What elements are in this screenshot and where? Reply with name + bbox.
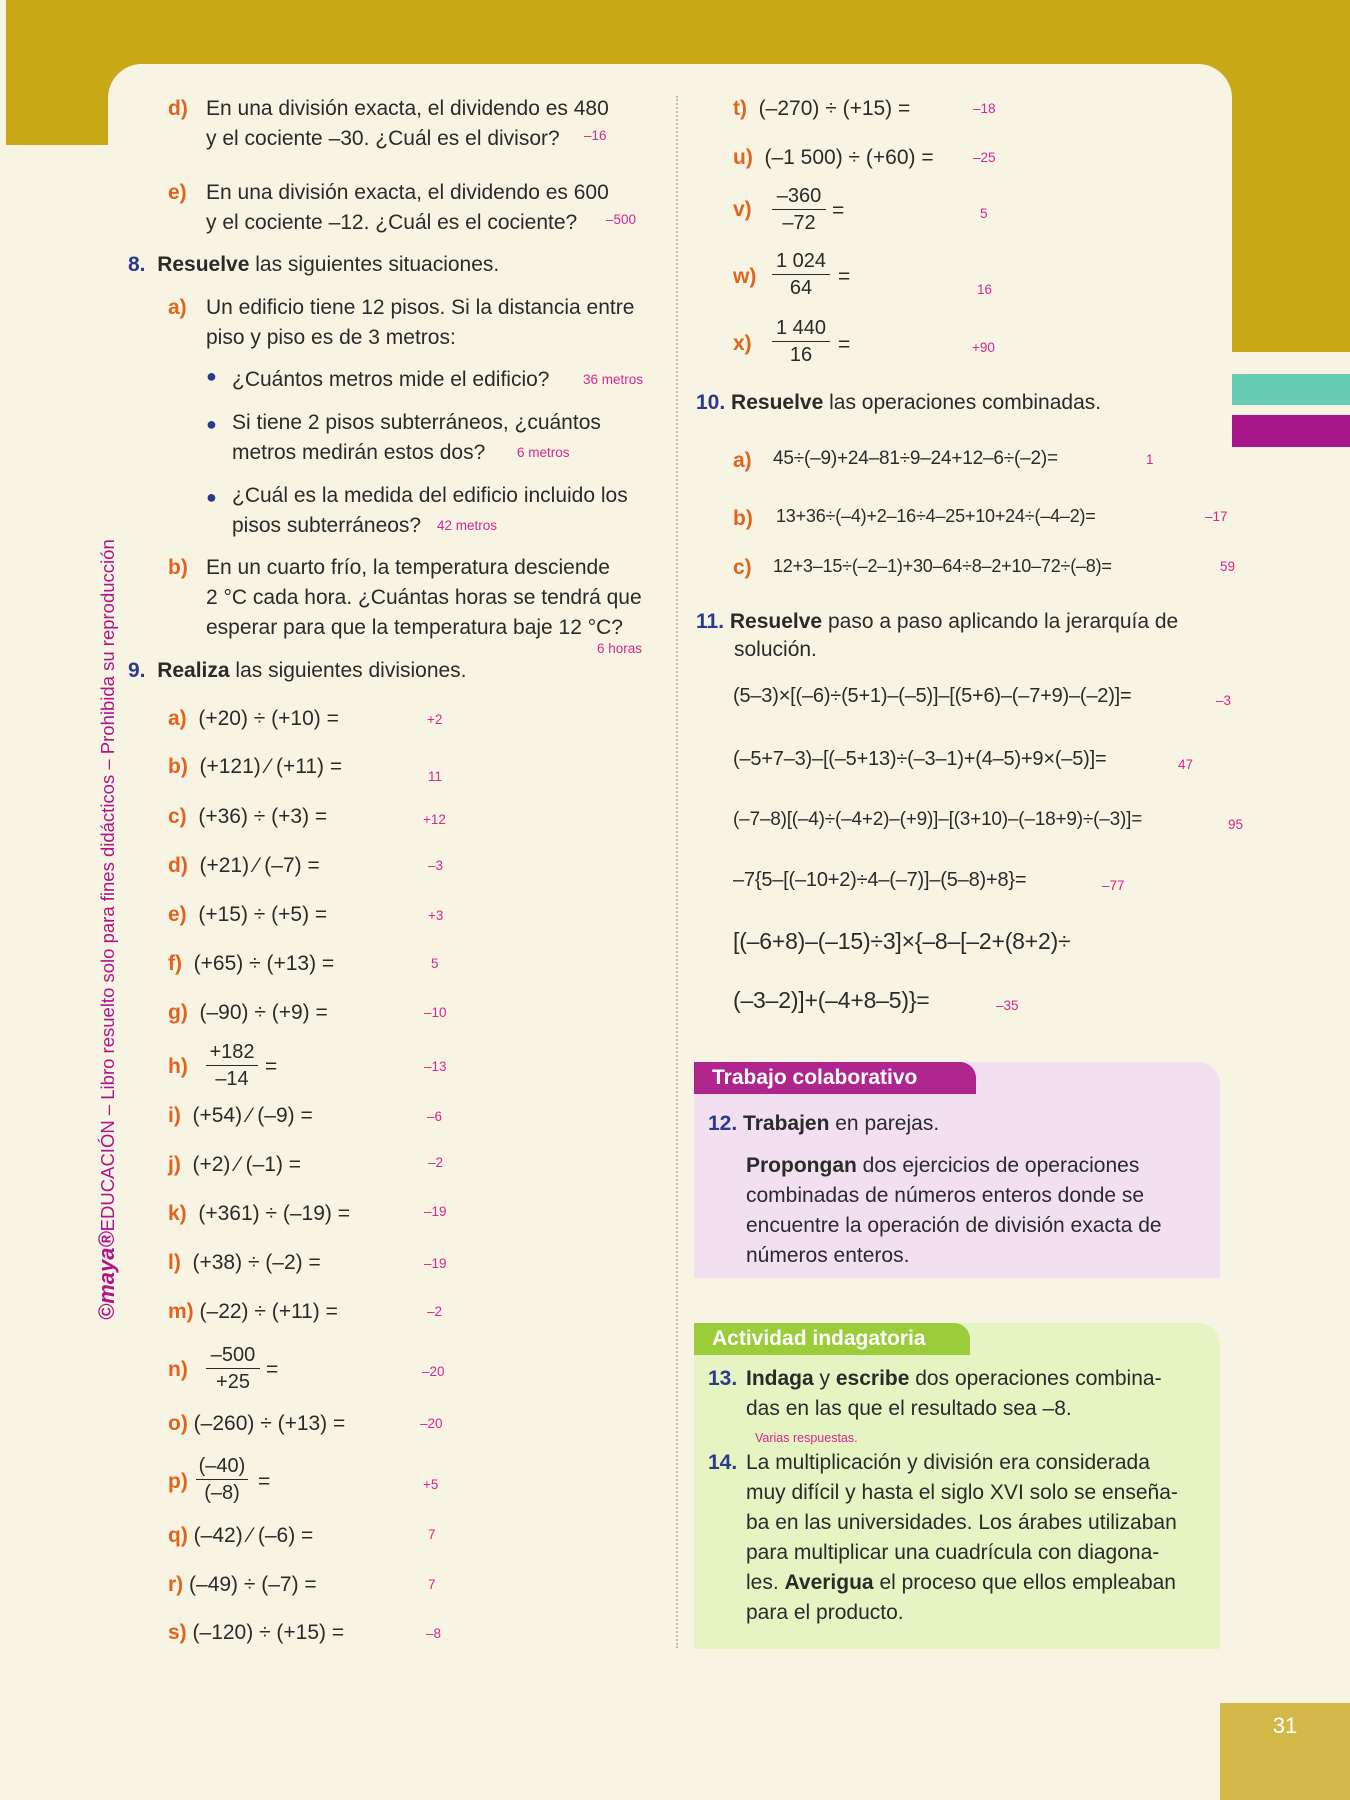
division-item: p) [168, 1470, 188, 1493]
division-item: i) (+54) ⁄ (–9) = [168, 1104, 313, 1127]
page-number-box [1220, 1703, 1350, 1800]
equals-sign: = [838, 333, 851, 356]
item-8b: b) [168, 556, 188, 579]
question-13-text: Indaga y escribe dos operaciones combina- das en las que el resultado sea –8. [746, 1367, 1162, 1420]
division-item: a) (+20) ÷ (+10) = [168, 707, 339, 730]
item-8a-text: Un edificio tiene 12 pisos. Si la distancia entre piso y piso es de 3 metros: [206, 296, 635, 349]
item-8a-bullet1: ¿Cuántos metros mide el edificio? [232, 368, 550, 391]
question-11: 11. Resuelve paso a paso aplicando la jerarquía de [696, 610, 1179, 633]
answer: –17 [1205, 509, 1228, 524]
answer: Varias respuestas. [755, 1431, 858, 1445]
answer: 59 [1220, 559, 1236, 574]
item-e: e) [168, 181, 187, 204]
answer: +5 [423, 1477, 439, 1492]
division-item: j) (+2) ⁄ (–1) = [168, 1153, 302, 1176]
expression: (–7–8)[(–4)÷(–4+2)–(+9)]–[(3+10)–(–18+9)÷(–3)]= [733, 809, 1143, 830]
item-8a: a) [168, 296, 187, 319]
answer: –35 [996, 998, 1019, 1013]
division-item: g) (–90) ÷ (+9) = [168, 1001, 328, 1024]
answer: 36 metros [583, 372, 644, 387]
question-12-text: Propongan dos ejercicios de operaciones combinadas de números enteros donde se encuentre la operación de división exacta de números enteros. [746, 1154, 1162, 1267]
division-item: o) (–260) ÷ (+13) = [168, 1412, 346, 1435]
expression-continued: (–3–2)]+(–4+8–5)}= [733, 987, 930, 1013]
combined-op-item: a) [733, 449, 752, 472]
item-8a-bullet2: Si tiene 2 pisos subterráneos, ¿cuántos metros medirán estos dos? [232, 411, 601, 464]
answer: –3 [428, 858, 444, 873]
division-item: h) [168, 1055, 188, 1078]
answer: –6 [427, 1109, 443, 1124]
expression: [(–6+8)–(–15)÷3]×{–8–[–2+(8+2)÷ [733, 928, 1071, 954]
answer: 6 metros [517, 445, 570, 460]
answer: –19 [424, 1204, 447, 1219]
answer: 7 [428, 1577, 436, 1592]
division-item: n) [168, 1358, 188, 1381]
division-item: d) (+21) ⁄ (–7) = [168, 854, 320, 877]
answer: –13 [424, 1059, 447, 1074]
answer: –3 [1216, 693, 1232, 708]
right-color-band [1232, 0, 1350, 352]
question-13: 13. [708, 1367, 738, 1390]
answer: –16 [584, 128, 607, 143]
item-d-text: En una división exacta, el dividendo es 480 y el cociente –30. ¿Cuál es el divisor? [206, 97, 609, 150]
expression: (5–3)×[(–6)÷(5+1)–(–5)]–[(5+6)–(–7+9)–(–2)]= [733, 685, 1132, 707]
answer: 42 metros [437, 518, 498, 533]
answer: 5 [431, 956, 439, 971]
question-8: 8. Resuelve las siguientes situaciones. [128, 253, 500, 276]
bullet-icon: ● [206, 414, 217, 434]
answer: –2 [428, 1155, 444, 1170]
equals-sign: = [838, 265, 851, 288]
expression: 12+3–15÷(–2–1)+30–64÷8–2+10–72÷(–8)= [773, 556, 1112, 576]
division-item: r) (–49) ÷ (–7) = [168, 1573, 317, 1596]
answer: 95 [1228, 817, 1244, 832]
division-item: m) (–22) ÷ (+11) = [168, 1300, 338, 1323]
fraction: $\frac{-360}{-72}$ [772, 183, 826, 236]
division-item: b) (+121) ⁄ (+11) = [168, 755, 343, 778]
question-9: 9. Realiza las siguientes divisiones. [128, 659, 467, 682]
division-item: u) (–1 500) ÷ (+60) = [733, 146, 934, 169]
answer: +2 [427, 712, 443, 727]
answer: +12 [423, 812, 446, 827]
division-item: l) (+38) ÷ (–2) = [168, 1251, 321, 1274]
question-10: 10. Resuelve las operaciones combinadas. [696, 391, 1102, 414]
answer: –77 [1102, 878, 1125, 893]
equals-sign: = [258, 1470, 271, 1493]
column-divider [676, 96, 678, 1648]
answer: +90 [972, 340, 995, 355]
answer: 1 [1146, 452, 1154, 467]
division-item: f) (+65) ÷ (+13) = [168, 952, 335, 975]
answer: 6 horas [597, 641, 643, 656]
question-14: 14. [708, 1451, 738, 1474]
copyright-side-text: ©maya®EDUCACIÓN – Libro resuelto solo para fines didácticos – Prohibida su reproducción [94, 539, 119, 1320]
division-item: c) (+36) ÷ (+3) = [168, 805, 328, 828]
expression: –7{5–[(–10+2)÷4–(–7)]–(5–8)+8}= [733, 869, 1027, 891]
expression: (–5+7–3)–[(–5+13)÷(–3–1)+(4–5)+9×(–5)]= [733, 748, 1107, 770]
answer: –20 [422, 1364, 445, 1379]
answer: 11 [428, 769, 443, 784]
answer: –25 [973, 150, 996, 165]
fraction: $\frac{1 440}{16}$ [772, 315, 830, 368]
brand-logo: ©maya® [94, 1231, 119, 1320]
answer: 16 [977, 282, 993, 297]
collaborative-work-heading: Trabajo colaborativo [694, 1062, 976, 1094]
question-12: 12. Trabajen en parejas. [708, 1112, 940, 1135]
item-8b-text: En un cuarto frío, la temperatura desciende 2 °C cada hora. ¿Cuántas horas se tendrá que esperar para que la temperatura baje 12 °C? [206, 556, 642, 639]
answer: 7 [428, 1527, 436, 1542]
answer: +3 [428, 908, 444, 923]
page-number: 31 [1272, 1713, 1298, 1738]
division-item: v) [733, 198, 752, 221]
teal-section-tab[interactable] [1232, 374, 1350, 405]
answer: –500 [606, 212, 637, 227]
bullet-icon: ● [206, 366, 217, 386]
item-8a-bullet3: ¿Cuál es la medida del edificio incluido los pisos subterráneos? [232, 484, 628, 537]
fraction: $\frac{1 024}{64}$ [772, 248, 830, 301]
combined-op-item: b) [733, 507, 753, 530]
item-e-text: En una división exacta, el dividendo es 600 y el cociente –12. ¿Cuál es el cociente? [206, 181, 609, 234]
expression: 13+36÷(–4)+2–16÷4–25+10+24÷(–4–2)= [776, 506, 1096, 526]
expression: 45÷(–9)+24–81÷9–24+12–6÷(–2)= [773, 448, 1058, 469]
answer: –8 [426, 1626, 442, 1641]
combined-op-item: c) [733, 556, 752, 579]
division-item: x) [733, 332, 752, 355]
division-item: q) (–42) ⁄ (–6) = [168, 1524, 314, 1547]
answer: 5 [980, 206, 988, 221]
equals-sign: = [265, 1055, 278, 1078]
equals-sign: = [266, 1358, 279, 1381]
division-item: w) [733, 265, 757, 288]
answer: –19 [424, 1256, 447, 1271]
answer: 47 [1178, 757, 1194, 772]
answer: –2 [427, 1304, 443, 1319]
fraction: $\frac{+182}{-14}$ [206, 1039, 258, 1092]
division-item: k) (+361) ÷ (–19) = [168, 1202, 350, 1225]
division-item: t) (–270) ÷ (+15) = [733, 97, 911, 120]
division-item: s) (–120) ÷ (+15) = [168, 1621, 345, 1644]
answer: –18 [973, 101, 996, 116]
answer: –20 [420, 1416, 443, 1431]
question-11-line2: solución. [734, 638, 817, 661]
answer: –10 [424, 1005, 447, 1020]
item-d: d) [168, 97, 188, 120]
equals-sign: = [832, 199, 845, 222]
question-14-text: La multiplicación y división era considerada muy difícil y hasta el siglo XVI solo se enseña- ba en las universidades. Los árabes utilizaban para multiplicar una cuadrícula con diagona- les. Averigua el proceso que ellos empleaban para el producto. [746, 1451, 1178, 1624]
bullet-icon: ● [206, 487, 217, 507]
division-item: e) (+15) ÷ (+5) = [168, 903, 328, 926]
inquiry-activity-heading: Actividad indagatoria [694, 1323, 970, 1355]
fraction: $\frac{(-40)}{(-8)}$ [196, 1453, 248, 1506]
magenta-section-tab[interactable] [1232, 415, 1350, 447]
fraction: $\frac{-500}{+25}$ [206, 1342, 260, 1395]
